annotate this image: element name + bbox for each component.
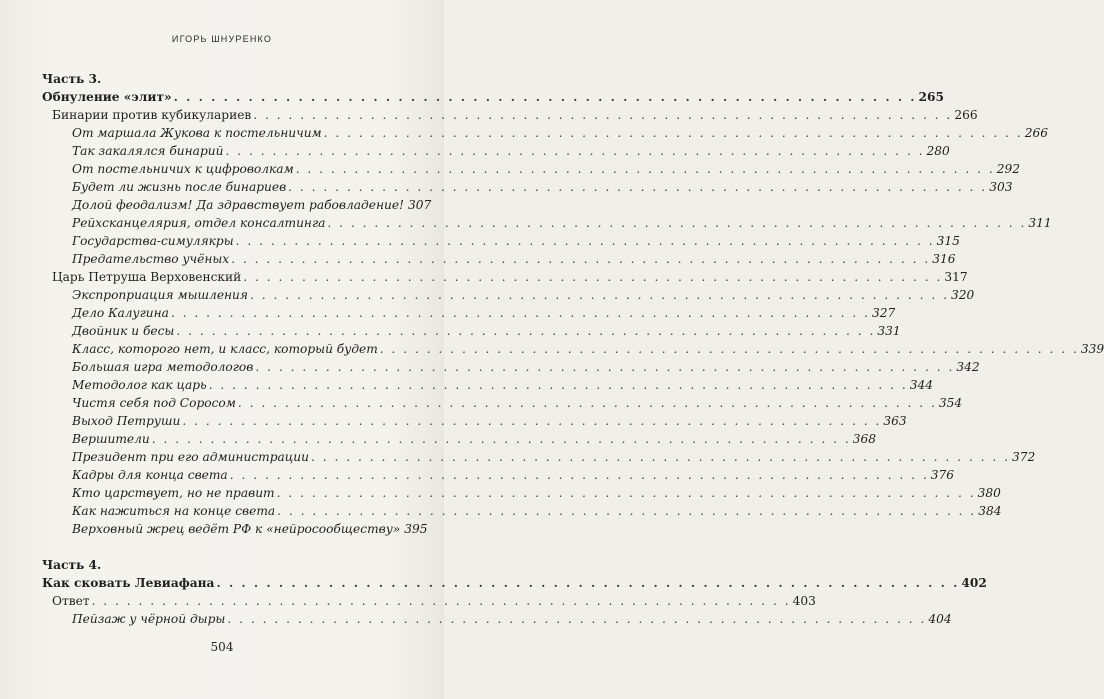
part-spacer (42, 538, 412, 556)
toc-entry (42, 232, 960, 250)
toc-entry-title: Двойник и бесы (72, 324, 175, 338)
toc-leader-dots: . . . . . . . . . . . . . . . . . . . . . . . . . . . . . . . . . . . . . . . . . . . . . . . . . . . . . . . . . . . . (227, 612, 927, 626)
toc-leader-dots: . . . . . . . . . . . . . . . . . . . . . . . . . . . . . . . . . . . . . . . . . . . . . . . . . . . . . . . . . . . . (288, 180, 988, 194)
toc-entry (42, 520, 428, 538)
toc-entry-title: Предательство учёных (72, 252, 230, 266)
toc-entry-title: Методолог как царь (72, 378, 207, 392)
toc-entry-title: Кто царствует, но не правит (72, 486, 275, 500)
toc-entry-title: Пейзаж у чёрной дыры (72, 612, 226, 626)
toc-leader-dots: . . . . . . . . . . . . . . . . . . . . . . . . . . . . . . . . . . . . . . . . . . . . . . . . . . . . . . . . . . . . (379, 342, 1079, 356)
toc-entry (42, 448, 1036, 466)
toc-entry (42, 268, 968, 286)
toc-leader-dots: . . . . . . . . . . . . . . . . . . . . . . . . . . . . . . . . . . . . . . . . . . . . . . . . . . . . . . . . . . . . (249, 288, 949, 302)
toc-entry-title: Бинарии против кубикулариев (52, 108, 252, 122)
page-number: 504 (210, 640, 234, 654)
toc-entry (42, 322, 901, 340)
toc-leader-dots: . . . . . . . . . . . . . . . . . . . . . . . . . . . . . . . . . . . . . . . . . . . . . . . . . . . . . . . . . . . . (243, 270, 943, 284)
toc-entry (42, 610, 952, 628)
toc-entry-page: 363 (883, 414, 907, 428)
toc-leader-dots: . . . . . . . . . . . . . . . . . . . . . . . . . . . . . . . . . . . . . . . . . . . . . . . . . . . . . . . . . . . . (216, 576, 960, 590)
toc-entry (42, 106, 978, 124)
toc-entry-page: 320 (951, 288, 975, 302)
toc-entry (42, 412, 907, 430)
toc-entry-page: 354 (938, 396, 963, 410)
toc-entry-title: Как нажиться на конце света (72, 504, 276, 518)
toc-leader-dots: . . . . . . . . . . . . . . . . . . . . . . . . . . . . . . . . . . . . . . . . . . . . . . . . . . . . . . . . . . . . (170, 306, 870, 320)
toc-entry-title: Долой феодализм! Да здравствует рабовладение! (72, 198, 404, 212)
toc-entry-page: 266 (954, 108, 978, 122)
toc-leader-dots: . . . . . . . . . . . . . . . . . . . . . . . . . . . . . . . . . . . . . . . . . . . . . . . . . . . . . . . . . . . . (225, 144, 925, 158)
toc-entry-page: 402 (961, 576, 987, 590)
toc-entry-title: Дело Калугина (72, 306, 169, 320)
toc-entry-title: Царь Петруша Верховенский (52, 270, 242, 284)
toc-entry-title: От постельничих к цифроволкам (72, 162, 294, 176)
toc-entry-title: Верховный жрец ведёт РФ к «нейросообществу» (72, 522, 401, 536)
toc-entry-page: 315 (936, 234, 960, 248)
toc-entry-title: Кадры для конца света (72, 468, 228, 482)
toc-leader-dots: . . . . . . . . . . . . . . . . . . . . . . . . . . . . . . . . . . . . . . . . . . . . . . . . . . . . . . . . . . . . (91, 594, 791, 608)
toc-entry-title: Как сковать Левиафана (42, 576, 215, 590)
toc-entry-title: Чистя себя под Соросом (72, 396, 236, 410)
part-4-label: Часть 4. (42, 558, 102, 572)
toc-entry (42, 376, 933, 394)
toc-entry (42, 574, 987, 592)
toc-entry-page: 265 (918, 90, 944, 104)
toc-entry (42, 178, 1013, 196)
toc-entry-title: Выход Петруши (72, 414, 181, 428)
toc-entry-page: 316 (932, 252, 956, 266)
toc-entry (42, 592, 816, 610)
toc-entry (42, 250, 956, 268)
toc-entry (42, 124, 1048, 142)
toc-entry (42, 160, 1020, 178)
part-4-entries (42, 574, 987, 628)
toc-entry (42, 394, 963, 412)
toc-entry-page: 368 (852, 432, 877, 446)
toc-leader-dots: . . . . . . . . . . . . . . . . . . . . . . . . . . . . . . . . . . . . . . . . . . . . . . . . . . . . . . . . . . . . (253, 108, 953, 122)
toc-entry (42, 430, 877, 448)
toc-entry (42, 286, 975, 304)
toc-leader-dots: . . . . . . . . . . . . . . . . . . . . . . . . . . . . . . . . . . . . . . . . . . . . . . . . . . . . . . . . . . . . (176, 324, 876, 338)
toc-entry-page: 372 (1011, 450, 1036, 464)
toc-entry (42, 502, 1002, 520)
toc-entry-page: 292 (996, 162, 1020, 176)
toc-entry-title: Класс, которого нет, и класс, который будет (72, 342, 378, 356)
toc-leader-dots: . . . . . . . . . . . . . . . . . . . . . . . . . . . . . . . . . . . . . . . . . . . . . . . . . . . . . . . . . . . . (255, 360, 955, 374)
toc-entry-page: 339 (1080, 342, 1104, 356)
part-3-entries (42, 88, 1104, 538)
toc-entry-page: 280 (926, 144, 950, 158)
toc-entry (42, 88, 944, 106)
toc-leader-dots: . . . . . . . . . . . . . . . . . . . . . . . . . . . . . . . . . . . . . . . . . . . . . . . . . . . . . . . . . . . . (182, 414, 882, 428)
toc-entry-title: Так закалялся бинарий (72, 144, 224, 158)
toc-entry-title: Президент при его администрации (72, 450, 309, 464)
toc-entry-page: 344 (909, 378, 933, 392)
toc-leader-dots: . . . . . . . . . . . . . . . . . . . . . . . . . . . . . . . . . . . . . . . . . . . . . . . . . . . . . . . . . . . . (151, 432, 851, 446)
toc-leader-dots: . . . . . . . . . . . . . . . . . . . . . . . . . . . . . . . . . . . . . . . . . . . . . . . . . . . . . . . . . . . . (295, 162, 995, 176)
toc-leader-dots: . . . . . . . . . . . . . . . . . . . . . . . . . . . . . . . . . . . . . . . . . . . . . . . . . . . . . . . . . . . . (310, 450, 1010, 464)
toc-entry-title: Государства-симулякры (72, 234, 234, 248)
toc-entry-page: 395 (404, 522, 428, 536)
toc-leader-dots: . . . . . . . . . . . . . . . . . . . . . . . . . . . . . . . . . . . . . . . . . . . . . . . . . . . . . . . . . . . . (277, 504, 977, 518)
toc-entry-page: 327 (871, 306, 896, 320)
toc-entry-page: 384 (978, 504, 1002, 518)
toc-entry (42, 304, 896, 322)
toc-leader-dots: . . . . . . . . . . . . . . . . . . . . . . . . . . . . . . . . . . . . . . . . . . . . . . . . . . . . . . . . . . . . (229, 468, 929, 482)
toc-entry (42, 466, 954, 484)
part-3-label: Часть 3. (42, 72, 102, 86)
toc-entry-page: 376 (930, 468, 954, 482)
toc-entry-title: Обнуление «элит» (42, 90, 172, 104)
toc-entry-page: 311 (1028, 216, 1052, 230)
toc-entry-title: Большая игра методологов (72, 360, 254, 374)
toc-entry-page: 404 (928, 612, 952, 626)
toc-entry-title: Рейхсканцелярия, отдел консалтинга (72, 216, 326, 230)
toc-entry-page: 403 (792, 594, 816, 608)
toc-entry-page: 266 (1024, 126, 1048, 140)
toc-entry (42, 484, 1001, 502)
toc-entry (42, 340, 1104, 358)
toc-entry-page: 303 (989, 180, 1013, 194)
toc-leader-dots: . . . . . . . . . . . . . . . . . . . . . . . . . . . . . . . . . . . . . . . . . . . . . . . . . . . . . . . . . . . . (231, 252, 931, 266)
toc-entry-title: От маршала Жукова к постельничим (72, 126, 322, 140)
toc-entry-title: Будет ли жизнь после бинариев (72, 180, 287, 194)
toc-entry-title: Ответ (52, 594, 90, 608)
toc-entry-page: 307 (407, 198, 432, 212)
toc-entry-page: 317 (944, 270, 968, 284)
toc-entry (42, 214, 1052, 232)
toc-entry-title: Вершители (72, 432, 150, 446)
toc-entry-page: 342 (956, 360, 980, 374)
toc-leader-dots: . . . . . . . . . . . . . . . . . . . . . . . . . . . . . . . . . . . . . . . . . . . . . . . . . . . . . . . . . . . . (327, 216, 1027, 230)
toc-leader-dots: . . . . . . . . . . . . . . . . . . . . . . . . . . . . . . . . . . . . . . . . . . . . . . . . . . . . . . . . . . . . (323, 126, 1023, 140)
toc-leader-dots: . . . . . . . . . . . . . . . . . . . . . . . . . . . . . . . . . . . . . . . . . . . . . . . . . . . . . . . . . . . . (208, 378, 908, 392)
table-of-contents (42, 70, 1104, 628)
toc-leader-dots: . . . . . . . . . . . . . . . . . . . . . . . . . . . . . . . . . . . . . . . . . . . . . . . . . . . . . . . . . . . . (276, 486, 976, 500)
toc-leader-dots: . . . . . . . . . . . . . . . . . . . . . . . . . . . . . . . . . . . . . . . . . . . . . . . . . . . . . . . . . . . . (173, 90, 917, 104)
toc-entry-page: 331 (877, 324, 901, 338)
toc-entry (42, 196, 432, 214)
toc-entry (42, 142, 950, 160)
running-header: ИГОРЬ ШНУРЕНКО (171, 34, 273, 44)
toc-entry (42, 358, 980, 376)
toc-leader-dots: . . . . . . . . . . . . . . . . . . . . . . . . . . . . . . . . . . . . . . . . . . . . . . . . . . . . . . . . . . . . (235, 234, 935, 248)
toc-leader-dots: . . . . . . . . . . . . . . . . . . . . . . . . . . . . . . . . . . . . . . . . . . . . . . . . . . . . . . . . . . . . (237, 396, 937, 410)
toc-entry-title: Экспроприация мышления (72, 288, 248, 302)
toc-entry-page: 380 (977, 486, 1001, 500)
